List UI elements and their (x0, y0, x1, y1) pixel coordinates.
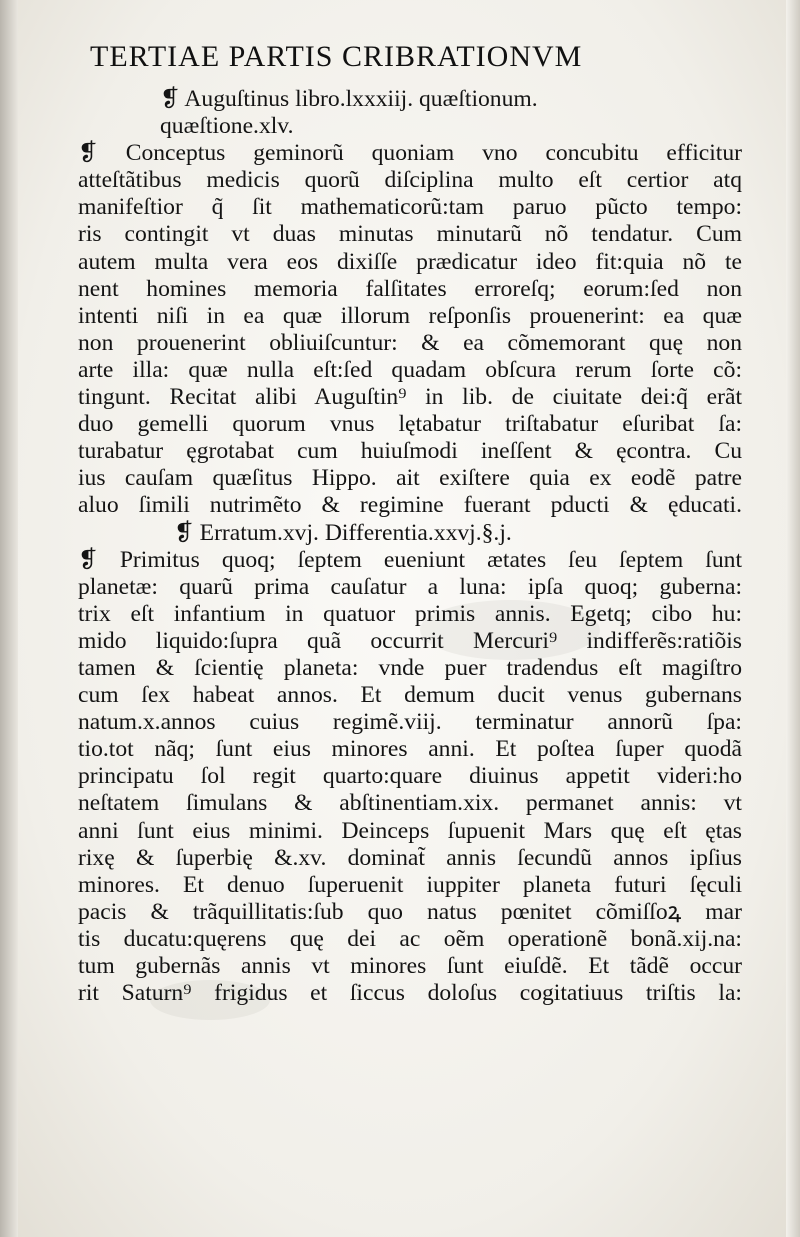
text-line: quæſtione.xlv. (160, 113, 294, 140)
text-line: aluo ſimili nutrimẽto & regimine fuerant pducti & ęducati. (78, 492, 742, 519)
text-line: ius cauſam quæſitus Hippo. ait exiſtere quia ex eodẽ patre (78, 465, 742, 492)
page-edge-shadow-left (0, 0, 18, 1237)
page-text-block (78, 86, 742, 1007)
text-line: mido liquido:ſupra quã occurrit Mercuri⁹ indifferẽs:ratiõis (78, 627, 742, 654)
text-line: non prouenerint obliuiſcuntur: & ea cõmemorant quę non (78, 329, 742, 356)
text-line: tum gubernãs annis vt minores ſunt eiuſdẽ. Et tãdẽ occur (78, 953, 742, 979)
text-line: principatu ſol regit quarto:quare diuinus appetit videri:ho (78, 763, 742, 790)
text-line: anni ſunt eius minimi. Deinceps ſupuenit Mars quę eſt ętas (78, 817, 742, 844)
text-line: planetæ: quarũ prima cauſatur a luna: ipſa quoq; guberna: (78, 573, 742, 600)
text-line: tingunt. Recitat alibi Auguſtin⁹ in lib. de ciuitate dei:q̃ erãt (78, 384, 742, 411)
text-line: ❡ Conceptus geminorũ quoniam vno concubitu efficitur (78, 140, 742, 167)
text-line: natum.x.annos cuius regimẽ.viij. terminatur annorũ ſpa: (78, 709, 742, 736)
text-line: atteſtãtibus medicis quorũ diſciplina multo eſt certior atq (78, 167, 742, 194)
text-line: ❡ Erratum.xvj. Differentia.xxvj.§.j. (174, 519, 512, 546)
text-line: intenti niſi in ea quæ illorum reſponſis prouenerint: ea quæ (78, 302, 742, 329)
text-line: pacis & trãquillitatis:ſub quo natus pœnitet cõmiſſoꝝ mar (78, 898, 742, 925)
text-line: cum ſex habeat annos. Et demum ducit venus gubernans (78, 682, 742, 709)
text-line: arte illa: quæ nulla eſt:ſed quadam obſcura rerum ſorte cõ: (78, 356, 742, 383)
text-line: manifeſtior q̃ ſit mathematicorũ:tam paruo pũcto tempo: (78, 194, 742, 221)
text-line: ❡ Primitus quoq; ſeptem eueniunt ætates ſeu ſeptem ſunt (78, 546, 742, 573)
text-line: rixę & ſuperbię &.xv. dominat̃ annis ſecundũ annos ipſius (78, 844, 742, 871)
text-line: tamen & ſcientię planeta: vnde puer tradendus eſt magiſtro (78, 654, 742, 681)
text-line: minores. Et denuo ſuperuenit iuppiter planeta futuri ſęculi (78, 871, 742, 898)
text-line: tis ducatu:quęrens quę dei ac oẽm operationẽ bonã.xij.na: (78, 925, 742, 952)
text-line: tio.tot nãq; ſunt eius minores anni. Et poſtea ſuper quodã (78, 736, 742, 763)
text-line: ris contingit vt duas minutas minutarũ nõ tendatur. Cum (78, 221, 742, 248)
text-line: rit Saturn⁹ frigidus et ſiccus doloſus cogitatiuus triſtis la: (78, 980, 742, 1007)
text-line: neſtatem ſimulans & abſtinentiam.xix. permanet annis: vt (78, 790, 742, 817)
text-line: nent homines memoria falſitates erroreſq; eorum:ſed non (78, 275, 742, 302)
text-line: trix eſt infantium in quatuor primis annis. Egetq; cibo hu: (78, 600, 742, 627)
text-line: ❡ Auguſtinus libro.lxxxiij. quæſtionum. (160, 86, 538, 112)
text-line: autem multa vera eos dixiſſe prædicatur ideo fit:quia nõ te (78, 248, 742, 275)
text-line: duo gemelli quorum vnus lętabatur triſtabatur eſuribat ſa: (78, 411, 742, 438)
running-head: TERTIAE PARTIS CRIBRATIONVM (90, 40, 583, 73)
text-line: turabatur ęgrotabat cum huiuſmodi ineſſent & ęcontra. Cu (78, 438, 742, 465)
page-edge-shadow-right (786, 0, 800, 1237)
